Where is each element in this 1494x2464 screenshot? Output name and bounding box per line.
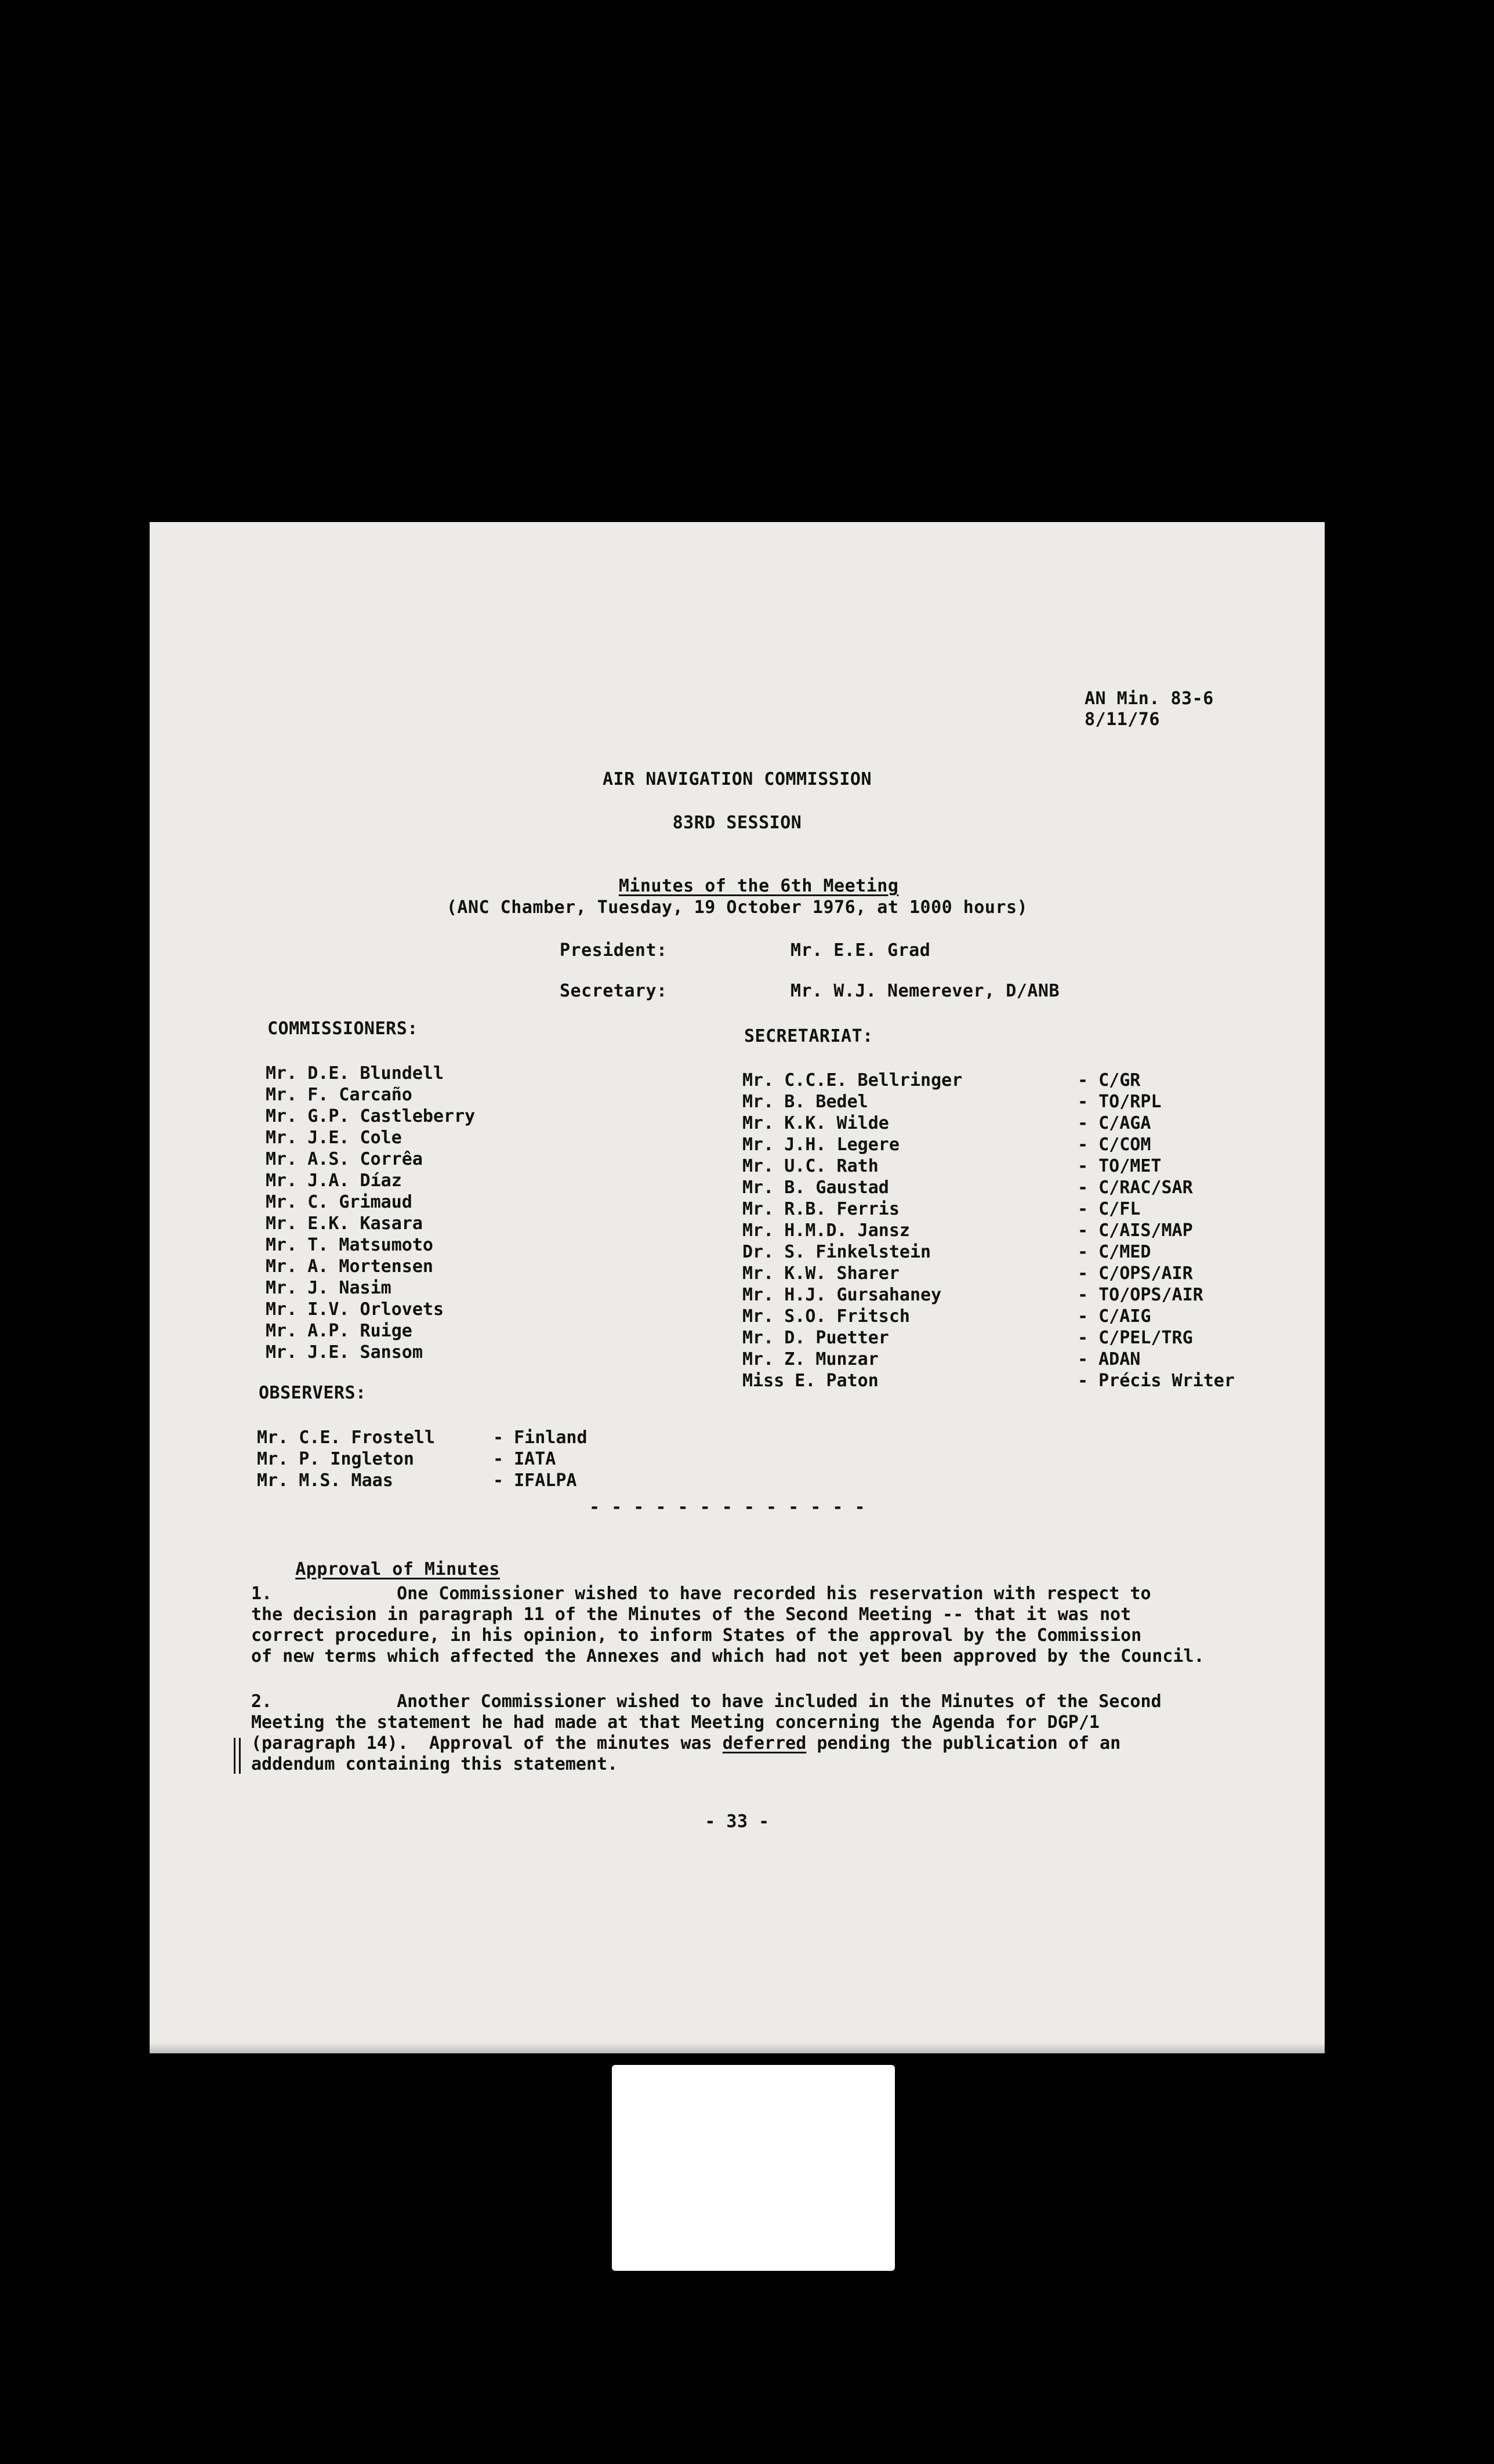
secretariat-member-role: - C/AGA xyxy=(1078,1113,1151,1133)
observer-name: Mr. M.S. Maas xyxy=(257,1470,393,1491)
document-reference: AN Min. 83-6 xyxy=(1085,689,1214,709)
secretary-name: Mr. W.J. Nemerever, D/ANB xyxy=(790,981,1060,1001)
secretariat-member-name: Mr. S.O. Fritsch xyxy=(742,1306,910,1327)
meeting-details: (ANC Chamber, Tuesday, 19 October 1976, at 1000 hours) xyxy=(446,897,1028,918)
secretariat-member-name: Mr. C.C.E. Bellringer xyxy=(742,1070,963,1090)
secretariat-member-name: Miss E. Paton xyxy=(742,1371,879,1391)
commissioners-list xyxy=(266,1063,475,1363)
paragraph-2-line-3-end: pending the publication of an xyxy=(806,1733,1121,1753)
document-date: 8/11/76 xyxy=(1085,709,1160,730)
secretariat-member-name: Mr. U.C. Rath xyxy=(742,1156,879,1176)
secretariat-member-name: Mr. Z. Munzar xyxy=(742,1349,879,1369)
paragraph-1-number: 1. xyxy=(251,1584,273,1604)
secretariat-member-name: Mr. K.K. Wilde xyxy=(742,1113,889,1133)
commissioner-name: Mr. G.P. Castleberry xyxy=(266,1106,476,1126)
secretariat-member-role: - C/OPS/AIR xyxy=(1078,1263,1193,1284)
revision-bar xyxy=(234,1738,241,1774)
paragraph-1-line-1: One Commissioner wished to have recorded his reservation with respect to xyxy=(397,1584,1151,1604)
paragraph-2-line-4: addendum containing this statement. xyxy=(251,1754,618,1774)
commissioner-name: Mr. I.V. Orlovets xyxy=(266,1299,444,1320)
blank-card xyxy=(612,2065,895,2271)
paragraph-2-line-3-start: (paragraph 14). Approval of the minutes was xyxy=(251,1733,723,1753)
observer-organization: - Finland xyxy=(493,1427,588,1448)
observer-name: Mr. C.E. Frostell xyxy=(257,1427,436,1448)
secretariat-member-role: - C/RAC/SAR xyxy=(1078,1177,1193,1198)
observers-names xyxy=(257,1427,435,1491)
observers-heading: OBSERVERS: xyxy=(259,1383,367,1403)
secretariat-member-role: - C/AIG xyxy=(1078,1306,1151,1327)
secretariat-member-role: - C/AIS/MAP xyxy=(1078,1220,1193,1241)
secretariat-member-name: Dr. S. Finkelstein xyxy=(742,1242,931,1262)
commissioner-name: Mr. A.P. Ruige xyxy=(266,1321,412,1341)
secretariat-member-name: Mr. B. Bedel xyxy=(742,1092,868,1112)
paragraph-1 xyxy=(251,1584,1237,1667)
secretariat-heading: SECRETARIAT: xyxy=(744,1026,873,1046)
secretariat-names xyxy=(742,1070,962,1392)
page-number: - 33 - xyxy=(705,1811,770,1832)
session-title: 83RD SESSION xyxy=(672,813,802,833)
observer-organization: - IFALPA xyxy=(493,1470,577,1491)
secretariat-member-name: Mr. H.J. Gursahaney xyxy=(742,1285,942,1305)
commissioner-name: Mr. A.S. Corrêa xyxy=(266,1149,423,1169)
secretariat-member-role: - TO/MET xyxy=(1078,1156,1162,1176)
document-page xyxy=(150,522,1325,2053)
secretary-label: Secretary: xyxy=(560,981,668,1001)
minutes-title: Minutes of the 6th Meeting xyxy=(618,876,899,896)
observers-orgs xyxy=(493,1427,588,1491)
secretariat-member-name: Mr. R.B. Ferris xyxy=(742,1199,900,1219)
commissioner-name: Mr. J.E. Cole xyxy=(266,1128,402,1148)
section-separator: - - - - - - - - - - - - - xyxy=(589,1497,866,1517)
commissioner-name: Mr. J.A. Díaz xyxy=(266,1171,402,1191)
page-bottom-edge xyxy=(150,2043,1325,2053)
secretariat-member-name: Mr. J.H. Legere xyxy=(742,1135,900,1155)
organization-title: AIR NAVIGATION COMMISSION xyxy=(602,769,872,789)
secretariat-member-name: Mr. H.M.D. Jansz xyxy=(742,1220,910,1241)
president-name: Mr. E.E. Grad xyxy=(790,940,931,961)
secretariat-member-name: Mr. B. Gaustad xyxy=(742,1177,889,1198)
secretariat-member-role: - C/PEL/TRG xyxy=(1078,1328,1193,1348)
observer-name: Mr. P. Ingleton xyxy=(257,1449,414,1469)
paragraph-1-line-2: the decision in paragraph 11 of the Minutes of the Second Meeting -- that it was not xyxy=(251,1604,1132,1625)
commissioner-name: Mr. A. Mortensen xyxy=(266,1256,433,1277)
commissioner-name: Mr. T. Matsumoto xyxy=(266,1235,433,1255)
observer-organization: - IATA xyxy=(493,1449,556,1469)
commissioner-name: Mr. J.E. Sansom xyxy=(266,1342,423,1363)
secretariat-member-role: - C/COM xyxy=(1078,1135,1151,1155)
secretariat-member-name: Mr. D. Puetter xyxy=(742,1328,889,1348)
president-label: President: xyxy=(560,940,668,961)
section-heading: Approval of Minutes xyxy=(295,1559,500,1579)
paragraph-2-line-2: Meeting the statement he had made at that Meeting concerning the Agenda for DGP/1 xyxy=(251,1712,1100,1733)
secretariat-roles xyxy=(1078,1070,1235,1392)
paragraph-2-line-1: Another Commissioner wished to have included in the Minutes of the Second xyxy=(397,1691,1162,1712)
secretariat-member-role: - TO/OPS/AIR xyxy=(1078,1285,1203,1305)
commissioner-name: Mr. E.K. Kasara xyxy=(266,1213,423,1234)
deferred-emphasis: deferred xyxy=(722,1733,807,1753)
commissioner-name: Mr. D.E. Blundell xyxy=(266,1063,444,1084)
secretariat-member-role: - C/FL xyxy=(1078,1199,1141,1219)
secretariat-member-role: - ADAN xyxy=(1078,1349,1141,1369)
secretariat-member-role: - TO/RPL xyxy=(1078,1092,1162,1112)
paragraph-1-line-4: of new terms which affected the Annexes and which had not yet been approved by the Council. xyxy=(251,1646,1205,1666)
commissioners-heading: COMMISSIONERS: xyxy=(267,1019,418,1039)
secretariat-member-role: - Précis Writer xyxy=(1078,1371,1235,1391)
secretariat-member-name: Mr. K.W. Sharer xyxy=(742,1263,900,1284)
commissioner-name: Mr. C. Grimaud xyxy=(266,1192,412,1212)
secretariat-member-role: - C/GR xyxy=(1078,1070,1141,1090)
paragraph-2-number: 2. xyxy=(251,1691,273,1712)
paragraph-2 xyxy=(251,1691,1237,1775)
commissioner-name: Mr. F. Carcaño xyxy=(266,1085,412,1105)
commissioner-name: Mr. J. Nasim xyxy=(266,1278,391,1298)
paragraph-1-line-3: correct procedure, in his opinion, to inform States of the approval by the Commission xyxy=(251,1625,1142,1646)
secretariat-member-role: - C/MED xyxy=(1078,1242,1151,1262)
